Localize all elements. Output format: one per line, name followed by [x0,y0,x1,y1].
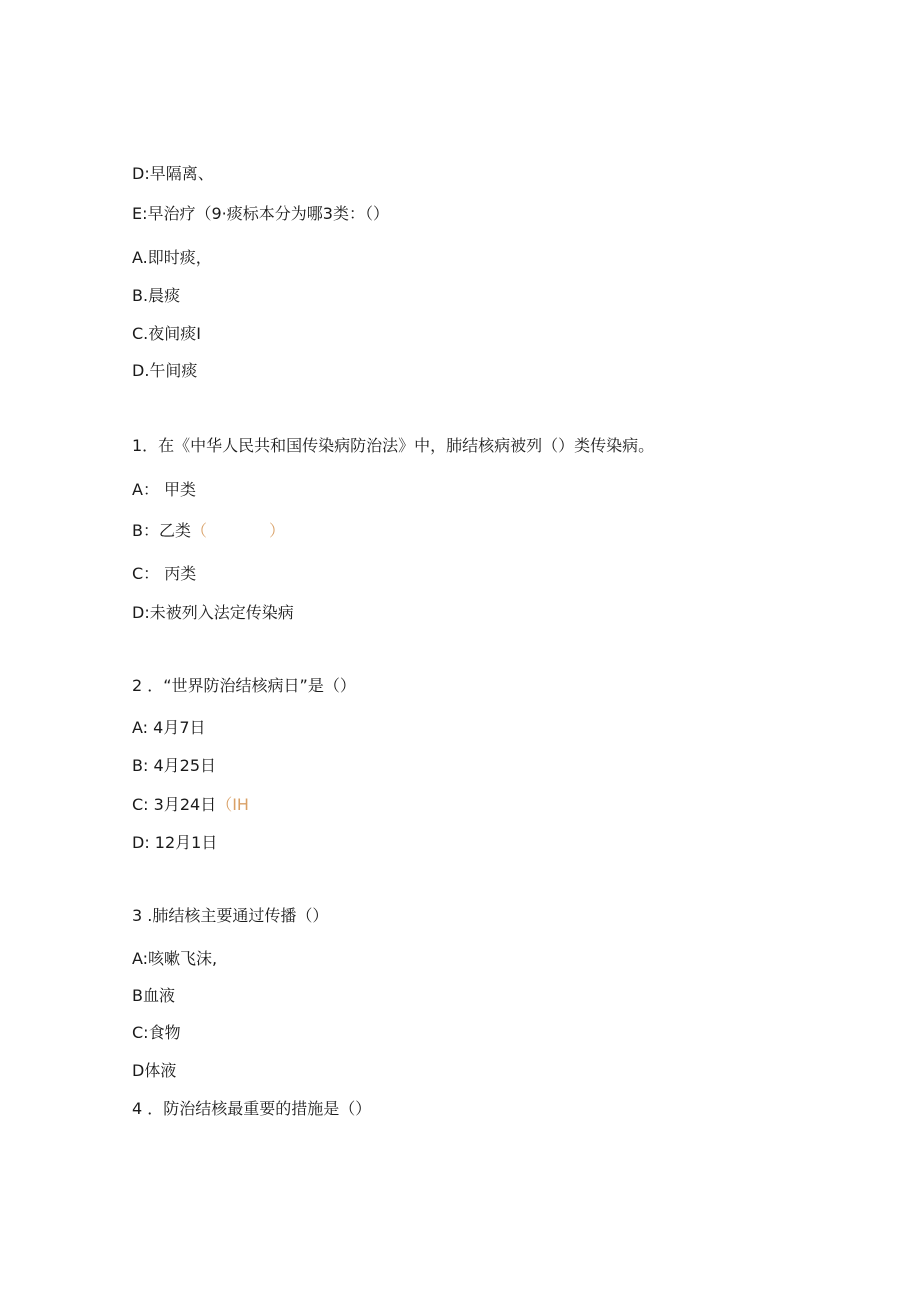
option-line: B血液 [132,986,175,1005]
question-line: 4 ．防治结核最重要的措施是（） [132,1099,372,1118]
handwritten-mark-close: ） [269,521,286,540]
question-line: 1．在《中华人民共和国传染病防治法》中，肺结核病被列（）类传染病。 [132,436,655,455]
option-line: C:食物 [132,1023,181,1042]
option-line: D:早隔离、 [132,164,214,183]
option-line: A:咳嗽飞沫, [132,949,218,968]
option-line: B: 4月25日 [132,756,216,775]
option-line [132,520,285,542]
option-line: E:早治疗（9·痰标本分为哪3类：（） [132,204,389,223]
question-line: 2 ．“世界防治结核病日”是（） [132,676,356,695]
option-line: D.午间痰 [132,361,198,380]
option-line: A： 甲类 [132,480,197,499]
handwritten-mark: （IH [216,795,249,814]
option-line: B.晨痰 [132,286,181,305]
option-text: C: 3月24日 [132,795,217,814]
option-line: C.夜间痰I [132,324,201,343]
option-line [132,794,249,816]
option-line: A.即时痰， [132,248,212,267]
option-line: D体液 [132,1061,177,1080]
option-line: D:未被列入法定传染病 [132,603,294,622]
handwritten-mark-open: （ [190,521,207,540]
option-line: D: 12月1日 [132,833,218,852]
option-line: C： 丙类 [132,564,197,583]
question-line: 3 .肺结核主要通过传播（） [132,906,329,925]
option-line: A: 4月7日 [132,718,206,737]
option-text: B：乙类 [132,521,191,540]
